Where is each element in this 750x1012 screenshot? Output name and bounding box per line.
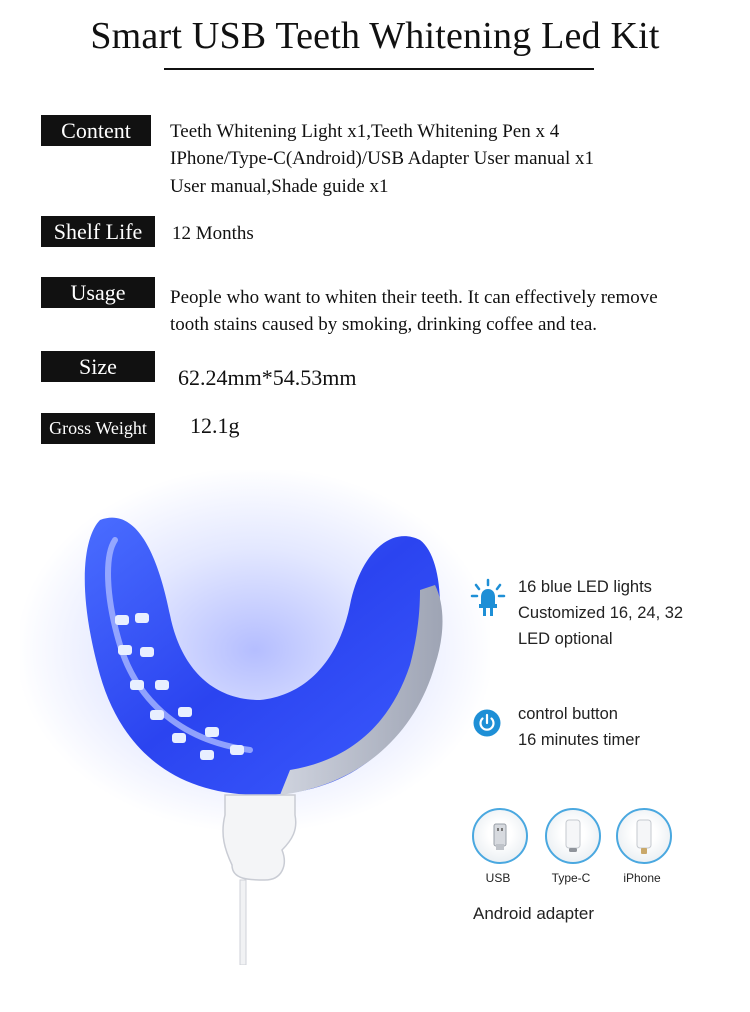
title-underline — [164, 68, 594, 70]
usage-line-2: tooth stains caused by smoking, drinking coffee and tea. — [170, 314, 598, 335]
content-line-1: Teeth Whitening Light x1,Teeth Whitening Pen x 4 — [170, 121, 560, 142]
power-button-icon — [472, 708, 502, 738]
led-feature-line-2: Customized 16, 24, 32 — [518, 604, 684, 622]
usage-label: Usage — [41, 277, 155, 308]
led-feature-line-3: LED optional — [518, 630, 613, 648]
size-value: 62.24mm*54.53mm — [178, 365, 357, 390]
led-bulb-icon — [470, 578, 506, 618]
shelf-life-label: Shelf Life — [41, 216, 155, 247]
iphone-adapter-icon — [616, 808, 672, 864]
content-label: Content — [41, 115, 151, 146]
android-adapter-label: Android adapter — [473, 904, 594, 923]
usb-label: USB — [485, 871, 511, 885]
usage-line-1: People who want to whiten their teeth. It can effectively remove — [170, 287, 658, 308]
content-line-2: IPhone/Type-C(Android)/USB Adapter User manual x1 — [170, 148, 594, 169]
type-c-adapter-icon — [545, 808, 601, 864]
control-feature-line-1: control button — [518, 705, 618, 723]
page-title: Smart USB Teeth Whitening Led Kit — [90, 15, 660, 57]
gross-weight-label: Gross Weight — [41, 413, 155, 444]
control-feature-line-2: 16 minutes timer — [518, 731, 640, 749]
usb-adapter-icon — [472, 808, 528, 864]
size-label: Size — [41, 351, 155, 382]
led-feature-line-1: 16 blue LED lights — [518, 578, 652, 596]
content-line-3: User manual,Shade guide x1 — [170, 176, 389, 197]
iphone-label: iPhone — [623, 871, 661, 885]
gross-weight-value: 12.1g — [190, 413, 240, 438]
shelf-life-value: 12 Months — [172, 223, 254, 244]
type-c-label: Type-C — [551, 871, 591, 885]
led-mouth-tray-image — [60, 495, 460, 965]
